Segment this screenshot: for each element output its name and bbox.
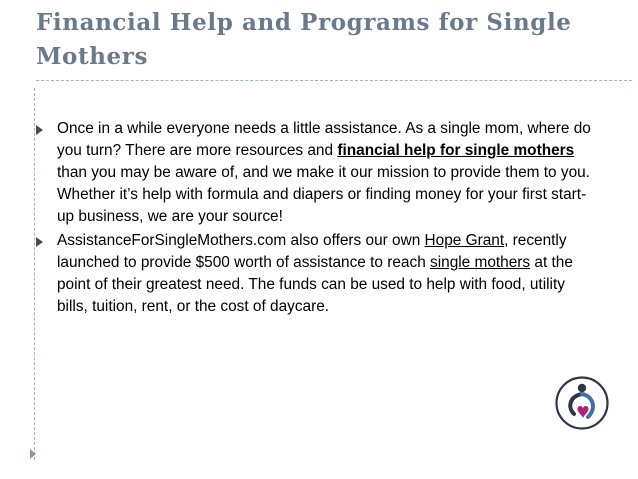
left-divider — [34, 88, 35, 460]
triangle-bullet-icon — [36, 237, 43, 247]
triangle-bullet-icon — [36, 125, 43, 135]
bullet-text: , recently launched to provide $500 worth of assistance to reach — [57, 232, 567, 271]
bullet-item — [36, 230, 596, 318]
bullet-text: than you may be aware of, and we make it our mission to provide them to you. Whether it’s help with formula and diapers or finding money for your first start-up business, we are your source! — [57, 164, 590, 225]
bullet-item — [36, 118, 596, 228]
slide-content — [36, 118, 596, 320]
title-divider — [36, 80, 632, 81]
financial-help-link[interactable]: financial help for single mothers — [337, 142, 575, 159]
bullet-text: AssistanceForSingleMothers.com also offers our own — [57, 232, 425, 249]
bullet-text: at the point of their greatest need. The funds can be used to help with food, utility bills, tuition, rent, or the cost of daycare. — [57, 254, 573, 315]
slide-title: Financial Help and Programs for Single Mothers — [36, 9, 572, 70]
single-mothers-link[interactable]: single mothers — [430, 254, 531, 271]
hope-grant-link[interactable]: Hope Grant — [424, 232, 505, 249]
single-mothers-logo-icon — [555, 376, 609, 430]
nav-arrow-icon — [30, 449, 36, 459]
bullet-text: Once in a while everyone needs a little assistance. As a single mom, where do you turn? There are more resources and — [57, 120, 591, 159]
